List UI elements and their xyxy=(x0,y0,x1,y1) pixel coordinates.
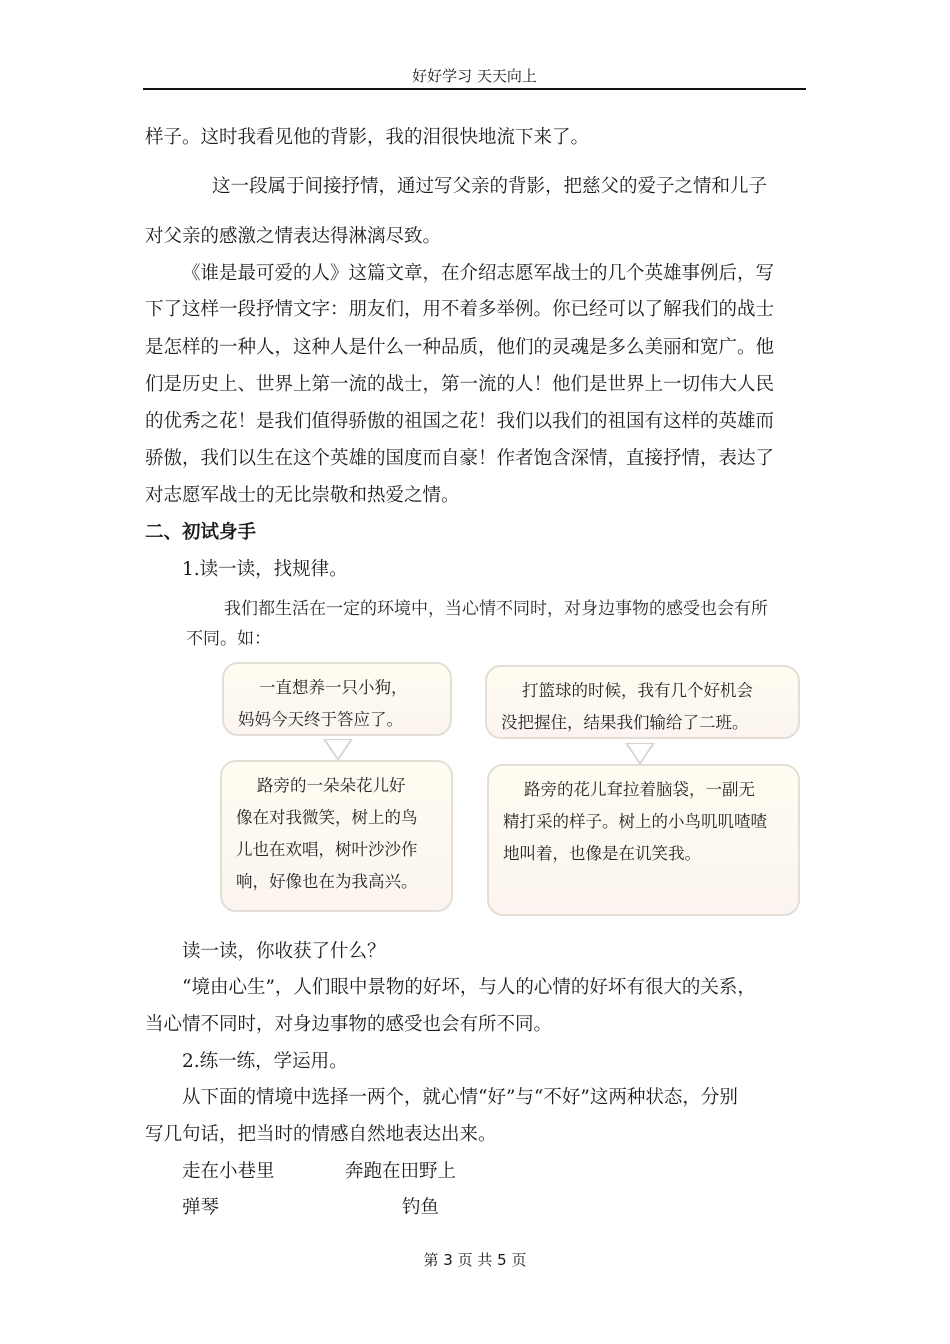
bubble-text: 路旁的花儿耷拉着脑袋，一副无 精打采的样子。树上的小鸟叽叽喳喳 地叫着，也像是在讥笑我。 xyxy=(503,780,767,863)
task2-instruction-line: 从下面的情境中选择一两个，就心情“好”与“不好”这两种状态，分别 xyxy=(182,1087,738,1108)
bubble-text: 打篮球的时候，我有几个好机会 没把握住，结果我们输给了二班。 xyxy=(501,681,753,732)
down-arrow-icon xyxy=(628,744,652,762)
bubble-text: 一直想养一只小狗， 妈妈今天终于答应了。 xyxy=(238,678,408,729)
speech-bubble-happy-scene xyxy=(220,760,453,912)
paragraph-line: 骄傲，我们以生在这个英雄的国度而自豪！作者饱含深情，直接抒情，表达了 xyxy=(145,448,775,469)
task1-answer-line: “境由心生”，人们眼中景物的好坏，与人的心情的好坏有很大的关系， xyxy=(182,977,756,998)
task1-label: 1.读一读，找规律。 xyxy=(182,559,348,580)
speech-bubble-sad-scene xyxy=(487,764,800,916)
paragraph-line: 们是历史上、世界上第一流的战士，第一流的人！他们是世界上一切伟大人民 xyxy=(145,374,775,395)
bubble-text: 路旁的一朵朵花儿好 像在对我微笑，树上的鸟 儿也在欢唱，树叶沙沙作 响，好像也在为我高兴。 xyxy=(236,776,418,891)
speech-bubble-happy-event xyxy=(222,662,452,736)
paragraph-line: 对父亲的感激之情表达得淋漓尽致。 xyxy=(145,226,442,247)
paragraph-line: 下了这样一段抒情文字：朋友们，用不着多举例。你已经可以了解我们的战士 xyxy=(145,299,775,320)
paragraph-line: 《谁是最可爱的人》这篇文章，在介绍志愿军战士的几个英雄事例后，写 xyxy=(182,263,775,284)
paragraph-line: 这一段属于间接抒情，通过写父亲的背影，把慈父的爱子之情和儿子 xyxy=(212,176,768,197)
page-footer: 第 3 页 共 5 页 xyxy=(423,1251,527,1269)
task2-option: 弹琴 xyxy=(182,1197,220,1218)
task1-answer-line: 当心情不同时，对身边事物的感受也会有所不同。 xyxy=(145,1014,553,1035)
task2-option: 钓鱼 xyxy=(402,1197,440,1218)
paragraph-line: 的优秀之花！是我们值得骄傲的祖国之花！我们以我们的祖国有这样的英雄而 xyxy=(145,411,775,432)
down-arrow-icon xyxy=(326,740,350,758)
paragraph-line: 对志愿军战士的无比崇敬和热爱之情。 xyxy=(145,485,460,506)
paragraph-line: 样子。这时我看见他的背影，我的泪很快地流下来了。 xyxy=(145,127,590,148)
paragraph-line: 是怎样的一种人，这种人是什么一种品质，他们的灵魂是多么美丽和宽广。他 xyxy=(145,337,775,358)
task1-intro-line: 我们都生活在一定的环境中，当心情不同时，对身边事物的感受也会有所 xyxy=(224,599,768,619)
page-header: 好好学习 天天向上 xyxy=(143,66,806,90)
speech-bubble-sad-event xyxy=(485,665,800,739)
task2-label: 2.练一练，学运用。 xyxy=(182,1051,348,1072)
task1-intro-line: 不同。如： xyxy=(186,629,271,649)
section-heading: 二、初试身手 xyxy=(145,522,257,543)
task2-instruction-line: 写几句话，把当时的情感自然地表达出来。 xyxy=(145,1124,497,1145)
task2-option: 奔跑在田野上 xyxy=(345,1161,457,1182)
task2-option: 走在小巷里 xyxy=(182,1161,275,1182)
task1-question: 读一读，你收获了什么？ xyxy=(182,941,386,962)
